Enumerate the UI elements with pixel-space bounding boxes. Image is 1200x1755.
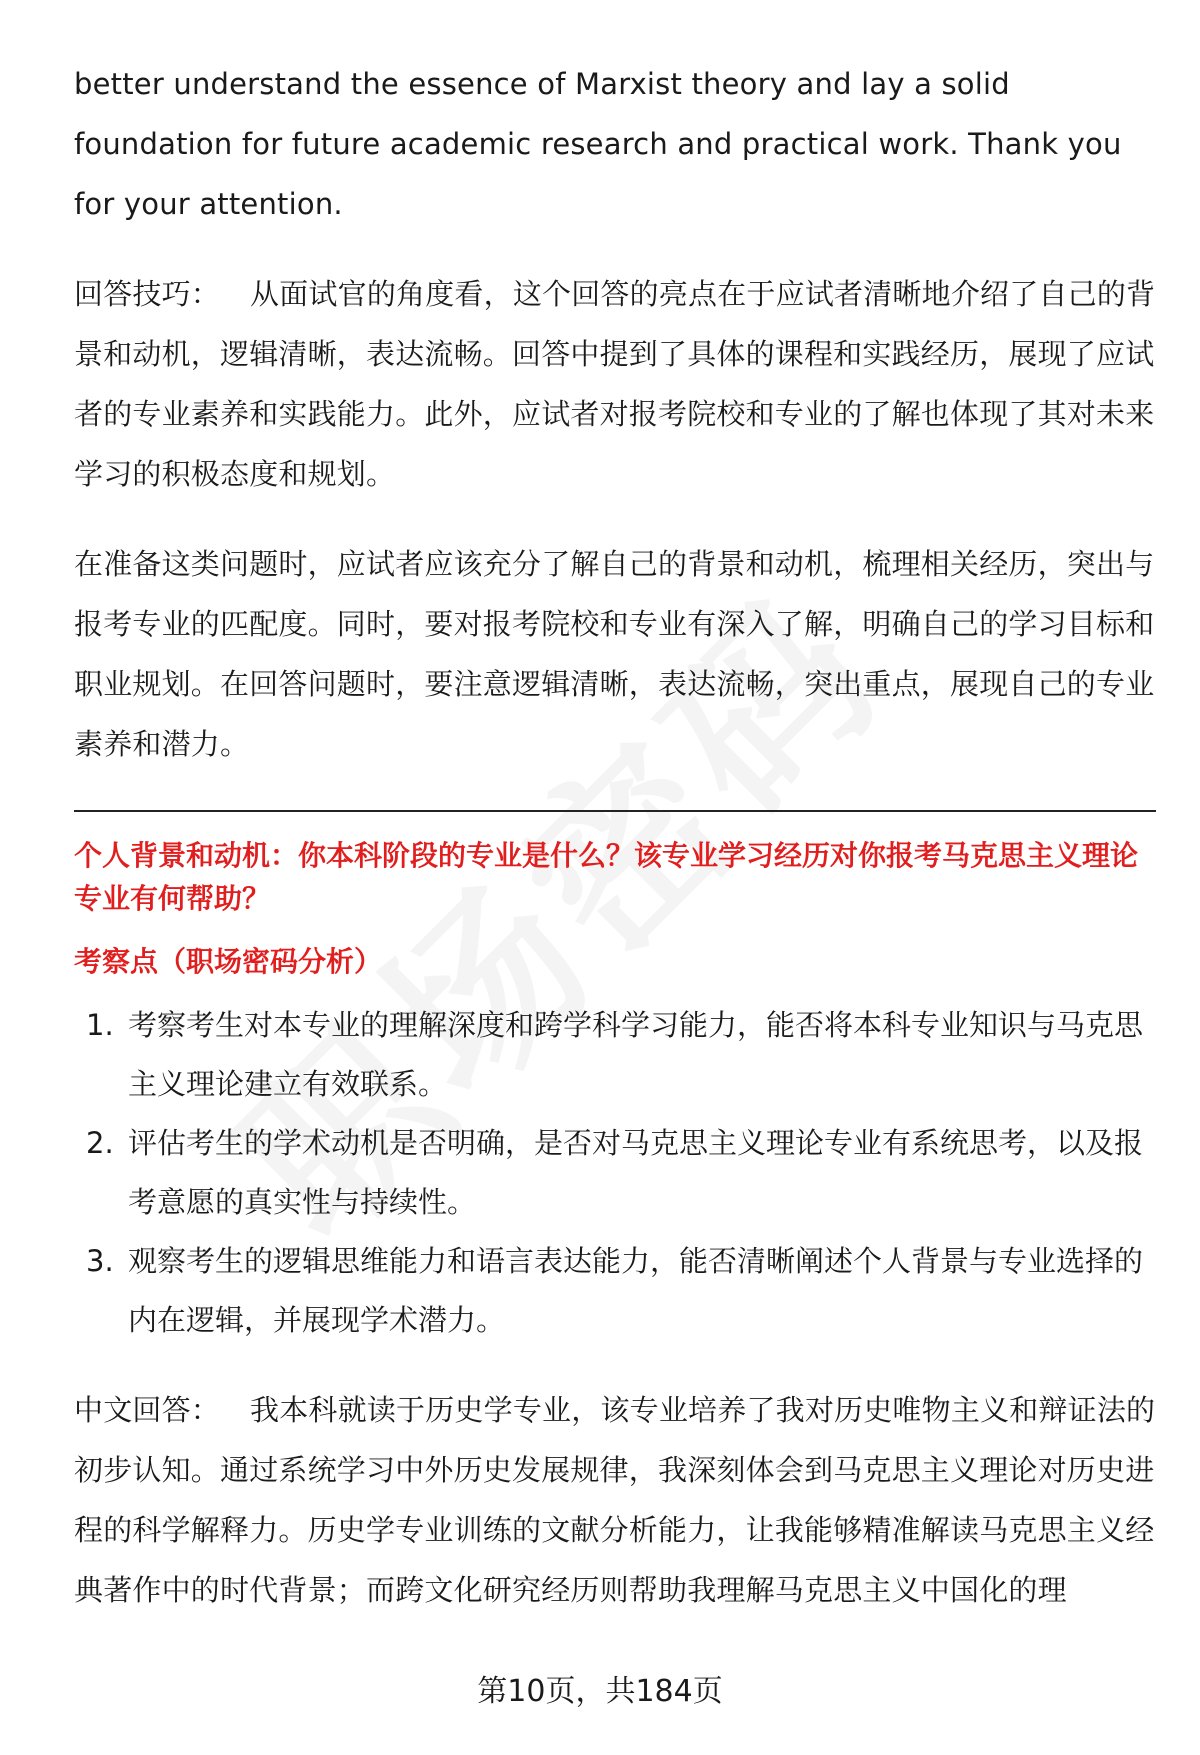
list-item-number: 1. (86, 1008, 114, 1042)
answer-label: 中文回答： (74, 1393, 221, 1427)
list-item-text: 评估考生的学术动机是否明确，是否对马克思主义理论专业有系统思考，以及报考意愿的真实性与持续性。 (128, 1126, 1144, 1219)
page-number-footer: 第10页，共184页 (477, 1674, 723, 1709)
answer-tips (74, 264, 1156, 504)
list-item-text: 考察考生对本专业的理解深度和跨学科学习能力，能否将本科专业知识与马克思主义理论建立有效联系。 (128, 1008, 1144, 1101)
list-item (74, 996, 1156, 1114)
intro-continuation: better understand the essence of Marxist theory and lay a solid foundation for future academic research and practical work. Thank you for your attention. (74, 67, 1122, 221)
list-item (74, 1114, 1156, 1232)
assessment-points-heading: 考察点（职场密码分析） (74, 945, 383, 978)
list-item-number: 3. (86, 1244, 114, 1278)
question-heading: 个人背景和动机：你本科阶段的专业是什么？该专业学习经历对你报考马克思主义理论专业有何帮助？ (74, 839, 1139, 915)
tips-label: 回答技巧： (74, 277, 221, 311)
answer-text: 我本科就读于历史学专业，该专业培养了我对历史唯物主义和辩证法的初步认知。通过系统学习中外历史发展规律，我深刻体会到马克思主义理论对历史进程的科学解释力。历史学专业训练的文献分析能力，让我能够精准解读马克思主义经典著作中的时代背景；而跨文化研究经历则帮助我理解马克思主义中国化的理 (74, 1393, 1156, 1607)
tips-text: 从面试官的角度看，这个回答的亮点在于应试者清晰地介绍了自己的背景和动机，逻辑清晰，表达流畅。回答中提到了具体的课程和实践经历，展现了应试者的专业素养和实践能力。此外，应试者对报考院校和专业的了解也体现了其对未来学习的积极态度和规划。 (74, 277, 1156, 491)
assessment-points-list (74, 996, 1156, 1350)
list-item (74, 1232, 1156, 1350)
page-content (74, 54, 1156, 1620)
list-item-text: 观察考生的逻辑思维能力和语言表达能力，能否清晰阐述个人背景与专业选择的内在逻辑，并展现学术潜力。 (128, 1244, 1144, 1337)
section-divider (74, 810, 1156, 812)
list-item-number: 2. (86, 1126, 114, 1160)
preparation-advice: 在准备这类问题时，应试者应该充分了解自己的背景和动机，梳理相关经历，突出与报考专业的匹配度。同时，要对报考院校和专业有深入了解，明确自己的学习目标和职业规划。在回答问题时，要注意逻辑清晰，表达流畅，突出重点，展现自己的专业素养和潜力。 (74, 547, 1155, 761)
chinese-answer (74, 1380, 1156, 1620)
